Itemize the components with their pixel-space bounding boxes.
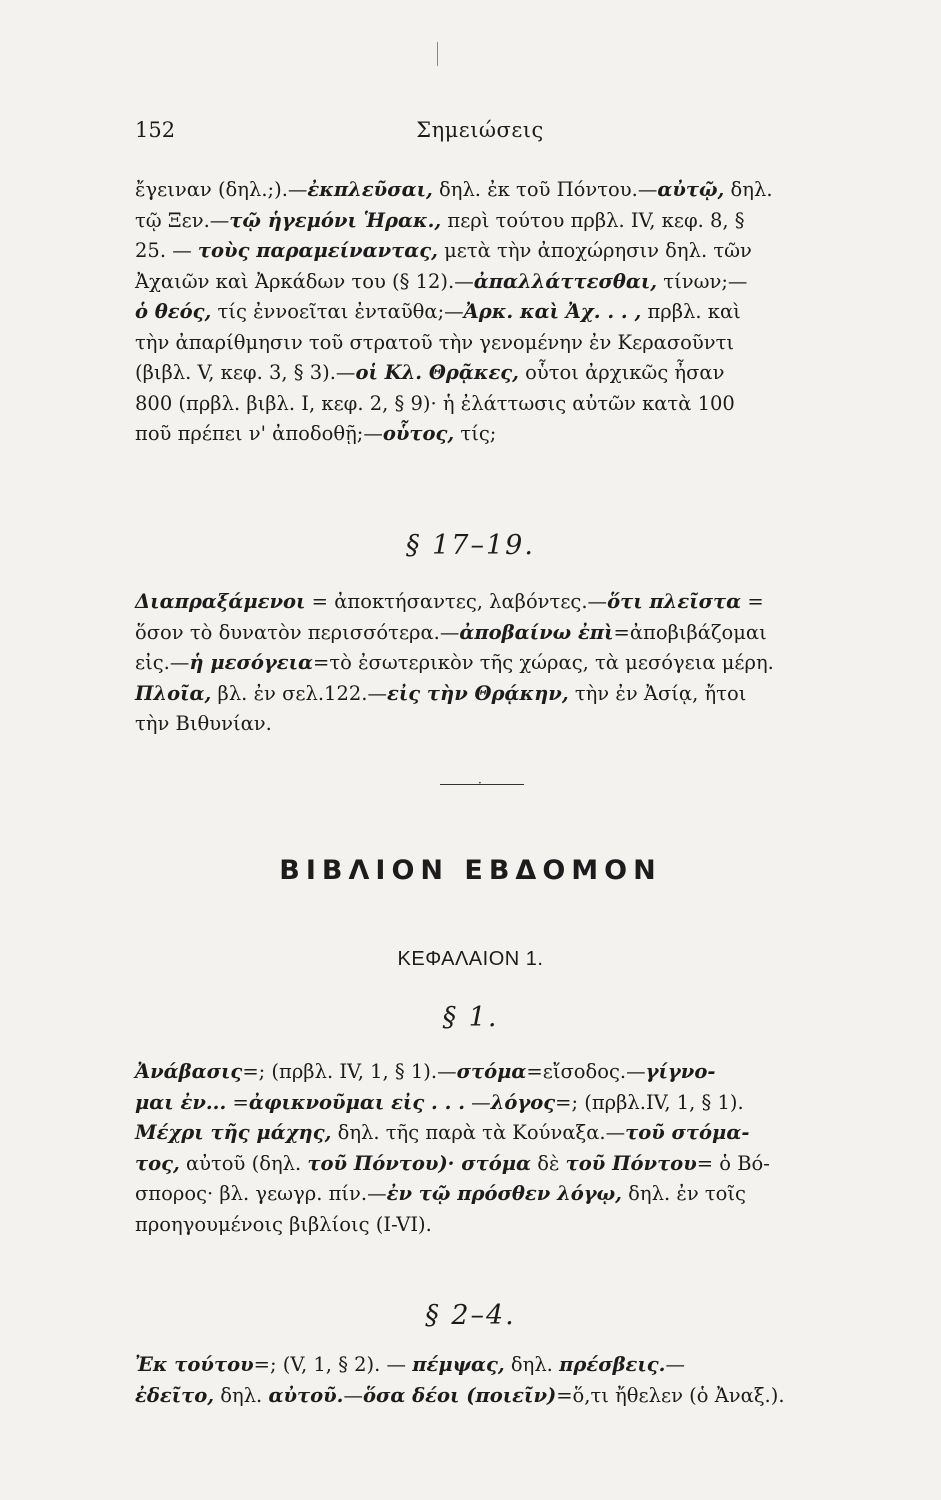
- text-line: [135, 587, 825, 618]
- text-run: αὐτοῦ (δηλ.: [179, 1151, 308, 1175]
- text-line: [135, 328, 825, 359]
- notes-paragraph-4: [135, 1350, 825, 1411]
- term-run: Πλοῖα,: [135, 681, 212, 705]
- text-line: [135, 1350, 825, 1381]
- text-run: δηλ.: [724, 178, 773, 201]
- text-line: [135, 1088, 825, 1119]
- text-run: =; (πρβλ.IV, 1, § 1).: [555, 1090, 744, 1114]
- notes-paragraph-1: [135, 175, 825, 450]
- term-run: πρέσβεις.: [559, 1353, 666, 1376]
- text-run: =: [226, 1090, 249, 1114]
- section-heading-1: § 1.: [442, 1002, 499, 1033]
- term-run: μαι ἐν...: [135, 1090, 227, 1114]
- text-line: [135, 709, 825, 740]
- text-line: [135, 236, 825, 267]
- text-line: [135, 1179, 825, 1210]
- text-line: [135, 175, 825, 206]
- text-run: Ἀχαιῶν καὶ Ἀρκάδων του (§ 12).—: [135, 269, 474, 293]
- term-run: αὐτῷ,: [657, 178, 725, 201]
- text-line: [135, 267, 825, 298]
- term-run: Ἀρκ. καὶ Ἀχ. . . ,: [463, 300, 642, 323]
- text-run: ποῦ πρέπει ν' ἀποδοθῇ;—: [135, 422, 383, 445]
- term-run: Διαπραξάμενοι: [135, 590, 306, 613]
- text-run: τίς;: [454, 422, 497, 445]
- text-run: τὴν ἐν Ἀσίᾳ, ἤτοι: [568, 681, 747, 705]
- text-run: τίς ἐννοεῖται ἐνταῦθα;—: [211, 300, 464, 323]
- notes-paragraph-2: [135, 587, 825, 740]
- chapter-title: ΚΕΦΑΛΑΙΟΝ 1.: [397, 948, 544, 970]
- text-run: εἰς.—: [135, 651, 190, 674]
- text-run: = ὁ Βό-: [696, 1151, 770, 1175]
- term-run: ἀφικνοῦμαι εἰς . . .: [248, 1090, 465, 1114]
- text-line: [135, 1118, 825, 1149]
- page-header: [135, 118, 825, 148]
- text-run: τῷ Ξεν.—: [135, 208, 230, 232]
- text-run: —: [665, 1353, 685, 1376]
- text-run: =; (πρβλ. IV, 1, § 1).—: [242, 1060, 457, 1083]
- text-run: =; (V, 1, § 2). —: [253, 1353, 413, 1376]
- term-run: τοῦ Πόντου: [565, 1151, 697, 1175]
- text-run: δηλ. ἐκ τοῦ Πόντου.—: [432, 178, 658, 201]
- term-run: Ἀνάβασις: [135, 1060, 243, 1083]
- term-run: οὗτος,: [382, 422, 455, 445]
- text-run: τὴν Βιθυνίαν.: [135, 712, 272, 735]
- text-run: βλ. ἐν σελ.122.—: [211, 681, 387, 705]
- text-line: [135, 679, 825, 710]
- term-run: ἐδεῖτο,: [135, 1383, 215, 1407]
- term-run: τος,: [135, 1151, 180, 1175]
- section-heading-17-19: § 17–19.: [406, 530, 535, 561]
- term-run: λόγος: [490, 1090, 556, 1114]
- text-line: [135, 297, 825, 328]
- text-run: οὗτοι ἀρχικῶς ἦσαν: [518, 361, 725, 384]
- text-run: προηγουμένοις βιβλίοις (I-VI).: [135, 1212, 432, 1236]
- term-run: ἐν τῷ πρόσθεν λόγῳ,: [386, 1182, 622, 1205]
- term-run: αὐτοῦ.: [268, 1383, 344, 1407]
- term-run: τοῦ Πόντου)· στόμα: [307, 1151, 532, 1175]
- text-line: [135, 648, 825, 679]
- text-line: [135, 419, 825, 450]
- running-title: Σημειώσεις: [416, 118, 544, 142]
- margin-pencil-mark: [437, 42, 438, 66]
- text-line: [135, 618, 825, 649]
- text-run: =: [741, 590, 764, 613]
- text-run: = ἀποκτήσαντες, λαβόντες.—: [305, 590, 608, 613]
- term-run: εἰς τὴν Θρᾴκην,: [386, 681, 569, 705]
- term-run: ἐκπλεῦσαι,: [307, 178, 433, 201]
- text-line: [135, 1149, 825, 1180]
- text-run: —: [464, 1090, 491, 1114]
- term-run: τοὺς παραμείναντας,: [197, 239, 438, 262]
- text-run: ἔγειναν (δηλ.;).—: [135, 178, 308, 201]
- term-run: πέμψας,: [412, 1353, 505, 1376]
- text-run: τίνων;—: [657, 269, 748, 293]
- section-divider: [440, 784, 524, 785]
- text-line: [135, 206, 825, 237]
- text-run: σπορος· βλ. γεωγρ. πίν.—: [135, 1182, 387, 1205]
- text-run: 800 (πρβλ. βιβλ. I, κεφ. 2, § 9)· ἡ ἐλάττωσις αὐτῶν κατὰ 100: [135, 391, 735, 415]
- term-run: Ἐκ τούτου: [135, 1353, 254, 1376]
- text-line: [135, 358, 825, 389]
- text-run: πρβλ. καὶ: [641, 300, 741, 323]
- term-run: ἀπαλλάττεσθαι,: [473, 269, 658, 293]
- divider-dot: ·: [478, 776, 482, 790]
- text-line: [135, 1210, 825, 1241]
- term-run: ὁ θεός,: [135, 300, 212, 323]
- term-run: ἀποβαίνω ἐπὶ: [459, 620, 614, 644]
- term-run: ἡ μεσόγεια: [189, 651, 314, 674]
- text-run: μετὰ τὴν ἀποχώρησιν δηλ. τῶν: [437, 239, 752, 262]
- text-run: δηλ.: [504, 1353, 560, 1376]
- text-run: ὅσον τὸ δυνατὸν περισσότερα.—: [135, 620, 460, 644]
- text-run: =ἀποβιβάζομαι: [613, 620, 767, 644]
- text-run: =ὅ,τι ἤθελεν (ὁ Ἀναξ.).: [556, 1383, 785, 1407]
- term-run: ὅσα δέοι (ποιεῖν): [362, 1383, 557, 1407]
- term-run: τοῦ στόμα-: [625, 1121, 750, 1144]
- text-run: περὶ τούτου πρβλ. IV, κεφ. 8, §: [441, 208, 745, 232]
- text-line: [135, 1057, 825, 1088]
- text-run: δηλ. ἐν τοῖς: [621, 1182, 746, 1205]
- notes-paragraph-3: [135, 1057, 825, 1240]
- text-run: =εἴσοδος.—: [526, 1060, 646, 1083]
- section-heading-2-4: § 2–4.: [425, 1300, 516, 1331]
- text-line: [135, 1381, 825, 1412]
- text-run: 25. —: [135, 239, 198, 262]
- book-title: ΒΙΒΛΙΟΝ ΕΒΔΟΜΟΝ: [279, 855, 662, 886]
- text-run: δηλ. τῆς παρὰ τὰ Κούναξα.—: [331, 1121, 626, 1144]
- term-run: γίγνο-: [645, 1060, 716, 1083]
- term-run: στόμα: [456, 1060, 527, 1083]
- term-run: οἱ Κλ. Θρᾷκες,: [355, 361, 519, 384]
- text-run: δὲ: [531, 1151, 566, 1175]
- text-run: δηλ.: [214, 1383, 269, 1407]
- text-line: [135, 389, 825, 420]
- term-run: τῷ ἡγεμόνι Ἡρακ.,: [229, 208, 442, 232]
- text-run: —: [343, 1383, 363, 1407]
- text-run: τὴν ἀπαρίθμησιν τοῦ στρατοῦ τὴν γενομένην ἐν Κερασοῦντι: [135, 330, 735, 354]
- term-run: ὅτι πλεῖστα: [607, 590, 742, 613]
- text-run: =τὸ ἐσωτερικὸν τῆς χώρας, τὰ μεσόγεια μέρη.: [313, 651, 774, 674]
- page-number: 152: [135, 118, 176, 142]
- term-run: Μέχρι τῆς μάχης,: [135, 1121, 332, 1144]
- text-run: (βιβλ. V, κεφ. 3, § 3).—: [135, 361, 356, 384]
